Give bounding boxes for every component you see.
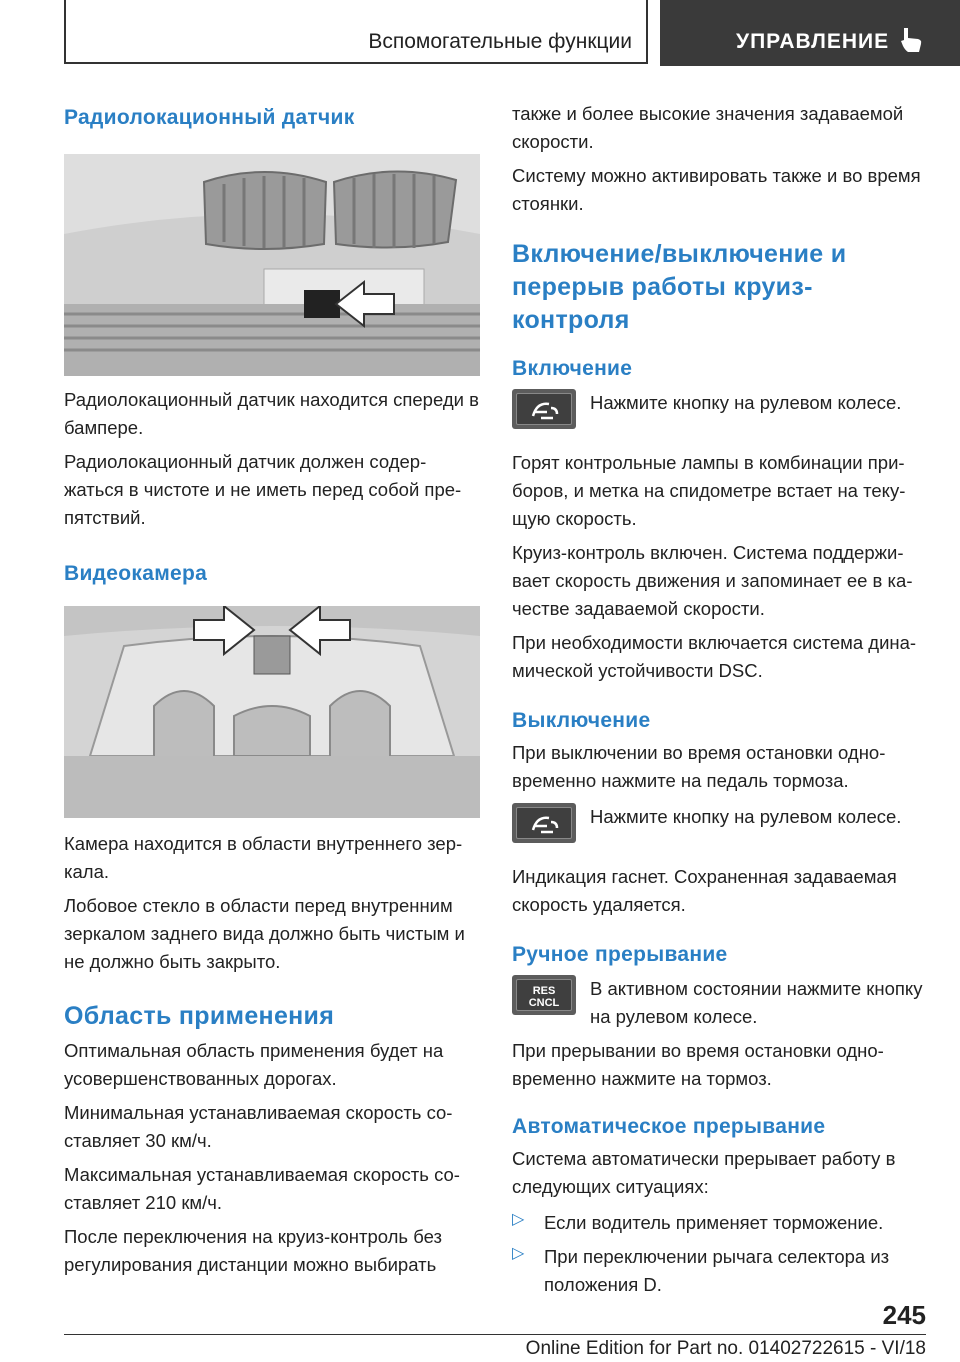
on-paragraph-1c: щую скорость. [512, 508, 637, 529]
switch-off-button-text: Нажмите кнопку на рулевом колесе. [590, 806, 902, 827]
bumper-illustration [64, 154, 480, 376]
cruise-control-button-icon [512, 389, 576, 429]
switch-on-button-text: Нажмите кнопку на рулевом колесе. [590, 392, 902, 413]
footer-edition: Online Edition for Part no. 01402722615 - VI/18 [525, 1338, 926, 1359]
area-paragraph-1: Оптимальная область применения будет на усовершенствованных дорогах. [64, 1040, 444, 1089]
figure-front-bumper-radar [64, 154, 480, 376]
heading-automatic-interruption: Автоматическое прерывание [512, 1115, 826, 1138]
page-number: 245 [882, 1300, 926, 1330]
on-paragraph-1b: боров, и метка на спидометре встает на теку- [512, 480, 906, 501]
heading-manual-interruption: Ручное прерывание [512, 943, 728, 966]
radar-paragraph-2c: пятствий. [64, 507, 146, 528]
speedometer-icon [517, 394, 573, 426]
interior-illustration [64, 606, 480, 818]
bullet-item-2 [512, 1243, 926, 1299]
radar-paragraph-1: Радиолокационный датчик находится спереди в бампере. [64, 389, 479, 438]
manual-paragraph-1b: временно нажмите на тормоз. [512, 1068, 772, 1089]
header-chapter-box [660, 0, 960, 66]
left-column [64, 100, 480, 1279]
area-paragraph-4: После переключения на круиз-контроль без регулирования дистанции можно выбирать [64, 1226, 442, 1275]
heading-cruise-on-off: Включение/выключение и перерыв работы круиз-контроля [512, 240, 847, 334]
area-paragraph-2b: ставляет 30 км/ч. [64, 1130, 212, 1151]
bullet-2-text: При переключении рычага селектора из положения D. [544, 1246, 890, 1295]
triangle-bullet-icon: ▷ [512, 1211, 525, 1228]
on-paragraph-3b: мической устойчивости DSC. [512, 660, 763, 681]
on-paragraph-2a: Круиз-контроль включен. Система поддержи- [512, 542, 904, 563]
on-paragraph-1a: Горят контрольные лампы в комбинации при- [512, 452, 905, 473]
triangle-bullet-icon: ▷ [512, 1245, 525, 1262]
manual-button-text: В активном состоянии нажмите кнопку на рулевом колесе. [590, 978, 923, 1027]
bullet-item-1 [512, 1209, 926, 1237]
cncl-label: CNCL [528, 997, 560, 1009]
radar-paragraph-2b: жаться в чистоте и не иметь перед собой пре- [64, 479, 462, 500]
radar-paragraph-2a: Радиолокационный датчик должен содер- [64, 451, 427, 472]
manual-button-row [512, 975, 926, 1031]
manual-paragraph-1a: При прерывании во время остановки одно- [512, 1040, 884, 1061]
header-section-box [64, 0, 648, 64]
on-paragraph-2b: вает скорость движения и запоминает ее в ка- [512, 570, 913, 591]
heading-switch-off: Выключение [512, 709, 651, 732]
auto-paragraph-1: Система автоматически прерывает работу в следующих ситуациях: [512, 1148, 896, 1197]
heading-application-area: Область применения [64, 1002, 335, 1030]
heading-video-camera: Видеокамера [64, 562, 208, 585]
bullet-1-text: Если водитель применяет торможение. [544, 1212, 884, 1233]
area-paragraph-3b: ставляет 210 км/ч. [64, 1192, 223, 1213]
res-label: RES [532, 985, 556, 997]
camera-paragraph-2: Лобовое стекло в области перед внутренним зеркалом заднего вида должно быть чистым и не должно быть закрыто. [64, 895, 465, 972]
heading-radar-sensor: Радиолокационный датчик [64, 106, 355, 129]
hand-pointer-icon [900, 26, 924, 54]
figure-interior-camera [64, 606, 480, 818]
off-paragraph-1b: временно нажмите на педаль тормоза. [512, 770, 849, 791]
cruise-control-button-icon-2 [512, 803, 576, 843]
switch-on-button-row [512, 389, 926, 445]
camera-paragraph-1b: кала. [64, 861, 110, 882]
res-cncl-button-icon [512, 975, 576, 1015]
footer-divider [64, 1334, 926, 1335]
off-paragraph-2: Индикация гаснет. Сохраненная задаваемая скорость удаляется. [512, 866, 897, 915]
on-paragraph-3a: При необходимости включается система дина- [512, 632, 917, 653]
area-paragraph-2a: Минимальная устанавливаемая скорость со- [64, 1102, 453, 1123]
heading-switch-on: Включение [512, 357, 633, 380]
header-chapter-title: УПРАВЛЕНИЕ [736, 30, 890, 53]
speedometer-icon [517, 808, 573, 840]
header-section-title: Вспомогательные функции [368, 30, 632, 53]
on-paragraph-2c: честве задаваемой скорости. [512, 598, 765, 619]
switch-off-button-row [512, 803, 926, 859]
continued-paragraph-2: Систему можно активировать также и во время стоянки. [512, 165, 921, 214]
right-column [512, 100, 926, 1299]
area-paragraph-3a: Максимальная устанавливаемая скорость со- [64, 1164, 460, 1185]
continued-paragraph-1: также и более высокие значения задаваемой скорости. [512, 103, 904, 152]
off-paragraph-1a: При выключении во время остановки одно- [512, 742, 886, 763]
camera-paragraph-1a: Камера находится в области внутреннего зер- [64, 833, 463, 854]
